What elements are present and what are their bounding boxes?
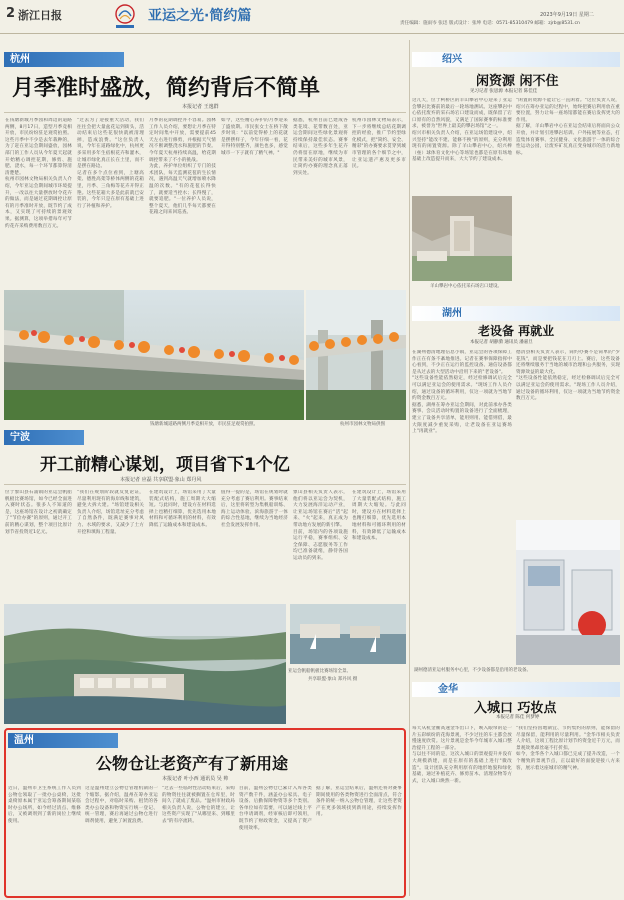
photo-caption-huzhou: 湖州德清亚运村服务中心里，不少设备都是沿用的老设备。 (414, 668, 531, 673)
photo-sailing-harbor (290, 604, 406, 664)
paragraph: 在湖州德清地理信息小镇，亚运会的各项保障工作正在有条不紊地推进。记者在赛事保障指挥中心看到，不少正在运行的监控设备、通信设备都是从过去的大型活动中沿用下来的"老设备"。 (412, 350, 512, 375)
paragraph: 目前，场馆内的各项设施运行平稳，赛事组织、安全保障、志愿服务等工作均已准备就绪，静待各国运动员的到来。 (293, 529, 348, 561)
column-divider (409, 40, 410, 896)
paragraph: 在钱塘新城月季园和周边的道路两侧，8月17日，造型月季竞相开放，市民纷纷驻足观赏拍照。这些月季中不少是去年栽种的，为了赶在亚运会期间盛放，园林部门的工作人员从今年夏天起就开始精心调控花期，修剪、施肥、浇水，每一个环节都算得清清楚楚。 (5, 118, 72, 176)
paragraph: 杭州市园林文物局相关负责人介绍，今年亚运会期间城市环境提升，一改以往大量摆放时令花卉的做法，而是通过花期调控让原有的月季准时开放，既节约了成本，又实现了可持续的景观效果。据测算，这项举措每年可节约花卉采购费用数百万元。 (5, 177, 72, 229)
article-body-hangzhou-col3 (149, 118, 216, 286)
article-body-ningbo-col3 (149, 490, 216, 600)
photo-flyover-flowers-1 (4, 290, 304, 420)
section-title: 亚运之光·简约篇 (148, 8, 252, 24)
paragraph: 这几天，位于柯桥区的羊山攀岩中心迎来了亚运会攀岩比赛前的最后一轮场地测试。这座攀岩中心依托废弃的采石场宕口建设而成，既保留了宕口原有的自然风貌，又满足了国际赛事的标准要求，被誉为"世界上最美的攀岩场馆"之一。 (412, 98, 512, 130)
paragraph: 每天从杭金衢高速金华出口下，映入眼帘的是一片五彩缤纷的花海景观，不少过往的车主都会放慢速度欣赏。这片景观是金华今年城市入城口整治提升工程的一部分。 (412, 726, 512, 751)
asian-games-logo (110, 2, 140, 30)
article-body-ningbo-col2 (77, 490, 144, 600)
article-body-ningbo-col6 (352, 490, 406, 700)
headline-huzhou: 老设备 再就业 (478, 324, 555, 338)
paragraph: 据了解，羊山攀岩中心在亚运会结束后将面向公众开放，并计划引进攀岩培训、户外拓展等业态，打造集体育赛事、全民健身、文化旅游于一体的综合性运动公园，让废弃矿坑真正变身城市的活力新地标。 (516, 124, 620, 156)
date: 2023年9月19日 星期二 (540, 12, 594, 18)
region-tag-hangzhou: 杭州 (4, 52, 124, 67)
article-body-wenzhou-col1 (8, 786, 81, 894)
paragraph: "闲置的资源不能让它一直闲着。"这位负责人说，绍兴在筹办亚运的过程中，始终把赛后利用放在重要位置，努力让每一座场馆都能在赛后发挥更大的作用。 (516, 98, 620, 123)
headline-hangzhou: 月季准时盛放，简约背后不简单 (12, 76, 321, 101)
article-body-wenzhou-col5 (316, 786, 402, 894)
headline-shaoxing: 闲资源 闲不住 (476, 74, 559, 89)
byline-ningbo: 本报记者 应磊 共享联盟·象山 郑丹风 (120, 477, 202, 483)
article-body-wenzhou-col4 (239, 786, 312, 894)
paragraph: 德清县相关负责人表示，简约办赛不是简单的"少花钱"，而是要把钱花在刀刃上。赛后，这些设备还将继续服务于当地的城市治理和公共服务，实现资源效益的最大化。 (516, 350, 620, 375)
paragraph: 近日，温州市卫生系统工作人员到公物仓领取了一批办公桌椅，这批桌椅原本属于亚运会筹备期间某临时办公场所，如今经过清点、维修后，又被调剂到了新的岗位上继续使用。 (8, 786, 81, 824)
editors-line: 责任编辑：施雨岑 张迅 版式设计：张坤 电话：0571-85310479 邮箱：zjrb@8531.cn (400, 21, 580, 26)
photo-flyover-flowers-2 (306, 290, 406, 420)
paragraph: 这是温州建立公物仓管理机制的一个缩影。据介绍，温州在筹办亚运会过程中，对临时采购、租赁的各类办公设备和物资实行统一登记、统一管理，赛后再通过公物仓进行调剂使用，避免了闲置浪费。 (85, 786, 158, 824)
paragraph: 记者在多个点位看到，上塘高架、德胜高架等桥体两侧的花箱里，月季、三角梅等花卉开得正艳。这些花箱大多是此前就已安装的，今年只是在原有基础上进行了补植和养护。 (77, 170, 144, 209)
byline-hangzhou: 本报记者 王逸群 (182, 104, 219, 110)
paragraph: "我们坚持因地制宜、节约集约的原则，能保留的尽量保留，能利用的尽量利用。"金华市相关负责人介绍，这项工程比原计划节约资金近千万元，而景观效果却丝毫不打折扣。 (516, 726, 620, 751)
paragraph: 绍兴市相关负责人介绍，在亚运场馆建设中，绍兴坚持"能改不建、能修不换"的原则，充分利用现有的闲置资源。除了羊山攀岩中心，绍兴棒（垒）球体育文化中心等场馆也都是在原有场地基础上改造提升而来，大大节约了建设成本。 (412, 130, 512, 163)
paragraph: "这些设备性能依然稳定，经过检修调试后完全可以满足亚运会的使用需求。"现场工作人员介绍，通过设备的循环利用，仅这一项就为当地节约资金数百万元。 (516, 376, 620, 402)
paragraph: 目前，温州公物仓已累计入库各类资产数千件，涵盖办公家具、电子设备、后勤保障物资等多个类别。各单位如有需要，可以通过线上平台申请调剂，经审核后即可领用，既节约了财政资金，又提高了资产使用效率。 (239, 786, 312, 831)
article-body-hangzhou-col2 (77, 118, 144, 286)
article-body-shaoxing-col2 (516, 98, 620, 280)
headline-wenzhou: 公物仓让老资产有了新用途 (96, 754, 289, 773)
photo-equipment-room (516, 520, 620, 665)
article-body-hangzhou-col4 (221, 118, 288, 286)
paragraph: 在建筑设计上，场馆采用了大量装配式结构，施工周期大大缩短。与此同时，建设方在材料选择上也精打细算，优先选用本地材料和可循环利用的材料，有效降低了运输成本和建设成本。 (352, 490, 406, 542)
photo-caption-hangzhou: 钱塘新城道路两侧月季竞相开放，市民驻足观赏拍照。 (150, 422, 258, 427)
article-body-ningbo-col1 (5, 490, 72, 600)
paragraph: 杭州市园林文物局表示，下一步将继续总结花期调控的经验，推广节约型绿化模式，把"简约、安全、精彩"的办赛要求贯穿到城市管理的各个细节之中，让亚运遗产惠及更多市民。 (352, 118, 406, 170)
paragraph: 在建筑设计上，场馆采用了大量装配式结构，施工周期大大缩短。与此同时，建设方在材料选择上也精打细算，优先选用本地材料和可循环利用的材料，有效降低了运输成本和建设成本。 (149, 490, 216, 528)
article-body-ningbo-col4 (221, 490, 288, 600)
paragraph: 为此，养护单位组织了专门的技术团队，每天监测花苞的生长情况，遇到高温天气就增加喷水降温的次数。"有的花苞长得快了，就要适当控水；长得慢了，就要追肥。"一位养护人员说，整个夏天，他们几乎每天都要在花箱之间来回巡查。 (149, 164, 216, 216)
article-body-hangzhou-col5 (293, 118, 348, 286)
paragraph: 如今，金华各个入城口都已完成了提升改造，一个个精致的景观节点，正以最好的面貌迎接八方来客，展示着这座城市的精气神。 (516, 752, 620, 771)
article-body-hangzhou-col1 (5, 118, 72, 286)
photo-climbing-center (412, 196, 512, 281)
byline-huzhou: 本报记者 胡静漪 通讯员 潘嘉旦 (470, 340, 533, 345)
paragraph: 据悉，湖州在筹办亚运会期间，对此前承办各类赛事、会议活动时购置的设备进行了全面梳理，建立了设备共享清单，能用则用、能借则借，最大限度减少重复采购，让老设备在亚运赛场上"再就业"。 (412, 402, 512, 435)
region-tag-shaoxing: 绍兴 (412, 52, 620, 67)
paragraph: "过去一些临时性活动结束后，采购的物资往往就被搁置在仓库里，时间久了就成了废品。"温州市财政局相关负责人说，公物仓的建立，让这些资产实现了"从哪里来、到哪里去"的有序流转。 (162, 786, 235, 824)
byline-wenzhou: 本报记者 叶小西 通讯员 吴 帅 (162, 776, 229, 782)
byline-shaoxing: 见习记者 张思源 本报记者 陈佳佳 (470, 89, 538, 94)
article-body-huzhou-col2 (516, 350, 620, 520)
article-body-jinhua-col1 (412, 726, 512, 896)
paragraph: 据了解，亚运会结束后，温州还将对赛事期间使用的各类物资进行全面清点，符合条件的统一纳入公物仓管理，让这些老资产在更多领域找到新用途，持续发挥作用。 (316, 786, 402, 818)
article-body-wenzhou-col2 (85, 786, 158, 894)
region-tag-jinhua: 金华 (412, 682, 620, 697)
article-body-huzhou-col1 (412, 350, 512, 558)
region-tag-ningbo: 宁波 (4, 430, 84, 445)
paragraph: "这些设备性能依然稳定，经过检修调试后完全可以满足亚运会的使用需求。"现场工作人员介绍，通过设备的循环利用，仅这一项就为当地节约资金数百万元。 (412, 376, 512, 402)
paragraph: 值得一提的是，场馆在规划时就充分考虑了赛后利用。赛事结束后，这里将转型为集帆船训练、海上运动体验、滨海旅游于一体的综合性基地，继续为当地经济社会发展发挥作用。 (221, 490, 288, 528)
paper-name: 浙江日报 (18, 9, 62, 22)
photo-sailing-venue (4, 604, 286, 724)
paragraph: 据悉，杭州目前已建成各类花境、花带数百处，亚运会期间这些绿化景观将持续保持最佳状态。赛事结束后，这些多年生花卉仍将留在原地，继续为市民带来美好的城市风景，让简约办赛的理念真正落到实处。 (293, 118, 348, 176)
headline-jinhua: 入城口 巧妆点 (474, 701, 557, 716)
article-body-jinhua-col2 (516, 726, 620, 896)
paragraph: 月季的花期调控并不容易。园林工作人员介绍，要想让月季在特定时间集中开放，需要提前45天左右进行修剪，并根据天气情况不断调整浇水和施肥的节奏。今年夏天杭州持续高温，给花期调控带来了不小的挑战。 (149, 118, 216, 163)
paragraph: "过去为了迎接重大活动，我们往往会把大量盆花运到街头，活动结束后这些花很快就被清理掉，造成浪费。"这位负责人说，今年在道路绿化中，杭州更多采用多年生宿根花卉和灌木，让城市绿化真正长在土里，而不是摆在路边。 (77, 118, 144, 170)
photo-caption-ningbo: 亚运会帆船帆板比赛场馆全景。 (288, 669, 351, 674)
headline-ningbo: 开工前精心谋划，项目省下1个亿 (40, 455, 290, 475)
paragraph: "我们在规划阶段就反复论证，尽量利用现有的海岸线和建筑，避免大拆大建。"场馆建设相关负责人介绍，场馆选址充分考虑了自然条件，既满足赛事对风力、水域的要求，又减少了土方开挖和填海工程量。 (77, 490, 144, 535)
paragraph: 位于象山县石浦镇的亚运会帆船帆板比赛场馆，如今已经全面进入赛时状态。很多人不知道的是，这座场馆在设计之初就确定了"节俭办赛"的原则，通过开工前的精心谋划，整个项目比原计划节省投资近1亿元。 (5, 490, 72, 535)
masthead (0, 0, 624, 34)
photo-credit-hangzhou: 杭州市园林文物局供图 (340, 422, 385, 427)
article-body-hangzhou-col6 (352, 118, 406, 286)
paragraph: 与以往不同的是，这次入城口的景观提升并没有大规模新建，而是在原有的基础上进行"微改造"。设计团队充分利用原有的地形地貌和绿化基础，通过补植花卉、修剪苗木、清理杂物等方式，让入城口焕然一新。 (412, 752, 512, 784)
region-tag-huzhou: 湖州 (412, 306, 620, 321)
photo-credit-ningbo: 共享联盟·象山 郑丹风 摄 (308, 677, 358, 682)
paragraph: 如今，这些精心养护的月季迎来了盛放期。市民张女士在桥下散步时说："以前觉得桥上的花就是摆摆样子，今年仔细一看，花开得特别整齐，颜色也多，感觉城市一下子就有了精气神。" (221, 118, 288, 156)
page-number: 2 (6, 6, 16, 21)
paragraph: 象山县相关负责人表示，他们将以亚运会为契机，大力发展海洋运动产业，让亚运场馆在赛后"活"起来、"火"起来，真正成为带动地方发展的新引擎。 (293, 490, 348, 528)
region-tag-wenzhou: 温州 (8, 733, 118, 748)
photo-caption-shaoxing: 羊山攀岩中心依托采石场宕口建设。 (430, 284, 502, 289)
byline-jinhua: 本报记者 陈佳 何梦婷 (496, 715, 540, 720)
article-body-wenzhou-col3 (162, 786, 235, 894)
